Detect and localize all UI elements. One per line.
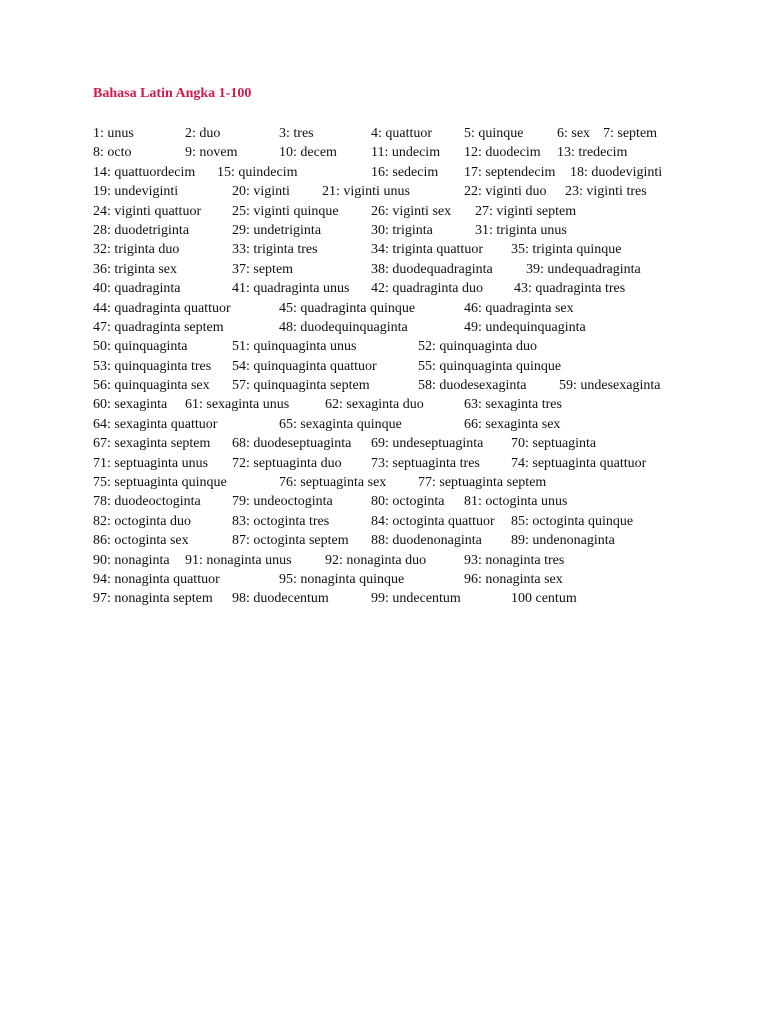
number-entry: 15: quindecim <box>217 164 298 180</box>
number-entry: 45: quadraginta quinque <box>279 300 416 316</box>
number-entry: 77: septuaginta septem <box>418 475 547 491</box>
number-entry: 48: duodequinquaginta <box>279 319 408 335</box>
number-entry: 30: triginta <box>371 222 433 238</box>
number-entry: 25: viginti quinque <box>232 203 339 219</box>
number-entry: 8: octo <box>93 145 132 161</box>
number-entry: 3: tres <box>279 126 314 141</box>
number-entry: 96: nonaginta sex <box>464 571 563 587</box>
list-line <box>93 124 733 143</box>
number-entry: 10: decem <box>279 145 337 161</box>
number-entry: 4: quattuor <box>371 126 433 141</box>
number-entry: 84: octoginta quattuor <box>371 513 495 529</box>
number-entry: 21: viginti unus <box>322 184 410 200</box>
number-entry: 35: triginta quinque <box>511 242 622 258</box>
list-line <box>93 570 733 589</box>
number-entry: 47: quadraginta septem <box>93 319 224 335</box>
number-entry: 64: sexaginta quattuor <box>93 416 218 432</box>
number-entry: 11: undecim <box>371 145 441 161</box>
list-line <box>93 143 733 162</box>
number-entry: 29: undetriginta <box>232 222 322 238</box>
number-entry: 13: tredecim <box>557 145 628 161</box>
number-entry: 75: septuaginta quinque <box>93 475 227 491</box>
number-entry: 89: undenonaginta <box>511 533 615 549</box>
number-entry: 32: triginta duo <box>93 242 180 258</box>
list-line <box>93 376 733 395</box>
number-entry: 31: triginta unus <box>475 222 567 238</box>
number-entry: 92: nonaginta duo <box>325 552 427 568</box>
number-entry: 55: quinquaginta quinque <box>418 358 562 374</box>
list-line <box>93 434 733 453</box>
list-line <box>93 395 733 414</box>
number-entry: 52: quinquaginta duo <box>418 339 537 355</box>
list-line <box>93 551 733 570</box>
number-entry: 38: duodequadraginta <box>371 261 493 277</box>
number-entry: 70: septuaginta <box>511 436 597 452</box>
number-entry: 53: quinquaginta tres <box>93 358 212 374</box>
number-entry: 20: viginti <box>232 184 290 200</box>
number-entry: 6: sex <box>557 126 591 141</box>
number-entry: 63: sexaginta tres <box>464 397 562 413</box>
number-entry: 91: nonaginta unus <box>185 552 292 568</box>
number-entry: 23: viginti tres <box>565 184 647 200</box>
number-entry: 97: nonaginta septem <box>93 591 213 607</box>
number-entry: 74: septuaginta quattuor <box>511 455 647 471</box>
number-entry: 95: nonaginta quinque <box>279 571 405 587</box>
list-line <box>93 163 733 182</box>
list-line <box>93 337 733 356</box>
list-line <box>93 415 733 434</box>
number-entry: 65: sexaginta quinque <box>279 416 402 432</box>
list-line <box>93 357 733 376</box>
number-entry: 98: duodecentum <box>232 591 329 607</box>
number-entry: 43: quadraginta tres <box>514 281 626 297</box>
number-entry: 9: novem <box>185 145 238 161</box>
number-entry: 73: septuaginta tres <box>371 455 480 471</box>
number-entry: 39: undequadraginta <box>526 261 641 277</box>
number-entry: 5: quinque <box>464 126 524 141</box>
number-entry: 79: undeoctoginta <box>232 494 333 510</box>
list-line <box>93 299 733 318</box>
number-entry: 80: octoginta <box>371 494 445 510</box>
document-title: Bahasa Latin Angka 1-100 <box>93 86 252 101</box>
number-entry: 19: undeviginti <box>93 184 179 200</box>
number-entry: 51: quinquaginta unus <box>232 339 357 355</box>
number-entry: 67: sexaginta septem <box>93 436 211 452</box>
number-list <box>93 124 733 609</box>
list-line <box>93 260 733 279</box>
number-entry: 60: sexaginta <box>93 397 168 413</box>
number-entry: 26: viginti sex <box>371 203 452 219</box>
number-entry: 69: undeseptuaginta <box>371 436 484 452</box>
number-entry: 93: nonaginta tres <box>464 552 565 568</box>
list-line <box>93 512 733 531</box>
number-entry: 58: duodesexaginta <box>418 378 527 394</box>
number-entry: 42: quadraginta duo <box>371 281 483 297</box>
number-entry: 78: duodeoctoginta <box>93 494 201 510</box>
number-entry: 99: undecentum <box>371 591 461 607</box>
number-entry: 72: septuaginta duo <box>232 455 342 471</box>
number-entry: 86: octoginta sex <box>93 533 189 549</box>
list-line <box>93 454 733 473</box>
number-entry: 7: septem <box>603 126 658 141</box>
number-entry: 81: octoginta unus <box>464 494 568 510</box>
number-entry: 87: octoginta septem <box>232 533 349 549</box>
number-entry: 59: undesexaginta <box>559 378 661 394</box>
number-entry: 76: septuaginta sex <box>279 475 387 491</box>
number-entry: 37: septem <box>232 261 294 277</box>
number-entry: 85: octoginta quinque <box>511 513 634 529</box>
number-entry: 17: septendecim <box>464 164 556 180</box>
list-line <box>93 240 733 259</box>
number-entry: 49: undequinquaginta <box>464 319 586 335</box>
number-entry: 66: sexaginta sex <box>464 416 561 432</box>
list-line <box>93 492 733 511</box>
number-entry: 61: sexaginta unus <box>185 397 290 413</box>
number-entry: 18: duodeviginti <box>570 164 663 180</box>
number-entry: 71: septuaginta unus <box>93 455 209 471</box>
number-entry: 88: duodenonaginta <box>371 533 482 549</box>
number-entry: 27: viginti septem <box>475 203 577 219</box>
number-entry: 41: quadraginta unus <box>232 281 350 297</box>
number-entry: 34: triginta quattuor <box>371 242 483 258</box>
number-entry: 36: triginta sex <box>93 261 177 277</box>
list-line <box>93 589 733 608</box>
list-line <box>93 279 733 298</box>
list-line <box>93 318 733 337</box>
number-entry: 83: octoginta tres <box>232 513 330 529</box>
number-entry: 90: nonaginta <box>93 552 170 568</box>
number-entry: 94: nonaginta quattuor <box>93 571 220 587</box>
number-entry: 1: unus <box>93 126 134 141</box>
number-entry: 28: duodetriginta <box>93 222 190 238</box>
number-entry: 44: quadraginta quattuor <box>93 300 231 316</box>
list-line <box>93 531 733 550</box>
list-line <box>93 182 733 201</box>
list-line <box>93 202 733 221</box>
number-entry: 14: quattuordecim <box>93 164 196 180</box>
number-entry: 50: quinquaginta <box>93 339 188 355</box>
number-entry: 40: quadraginta <box>93 281 181 297</box>
number-entry: 2: duo <box>185 126 221 141</box>
number-entry: 22: viginti duo <box>464 184 547 200</box>
number-entry: 56: quinquaginta sex <box>93 378 210 394</box>
number-entry: 82: octoginta duo <box>93 513 191 529</box>
number-entry: 12: duodecim <box>464 145 541 161</box>
number-entry: 100 centum <box>511 591 577 607</box>
number-entry: 68: duodeseptuaginta <box>232 436 352 452</box>
number-entry: 54: quinquaginta quattuor <box>232 358 377 374</box>
number-entry: 33: triginta tres <box>232 242 318 258</box>
number-entry: 16: sedecim <box>371 164 439 180</box>
number-entry: 62: sexaginta duo <box>325 397 424 413</box>
list-line <box>93 473 733 492</box>
number-entry: 46: quadraginta sex <box>464 300 574 316</box>
number-entry: 57: quinquaginta septem <box>232 378 370 394</box>
list-line <box>93 221 733 240</box>
number-entry: 24: viginti quattuor <box>93 203 202 219</box>
